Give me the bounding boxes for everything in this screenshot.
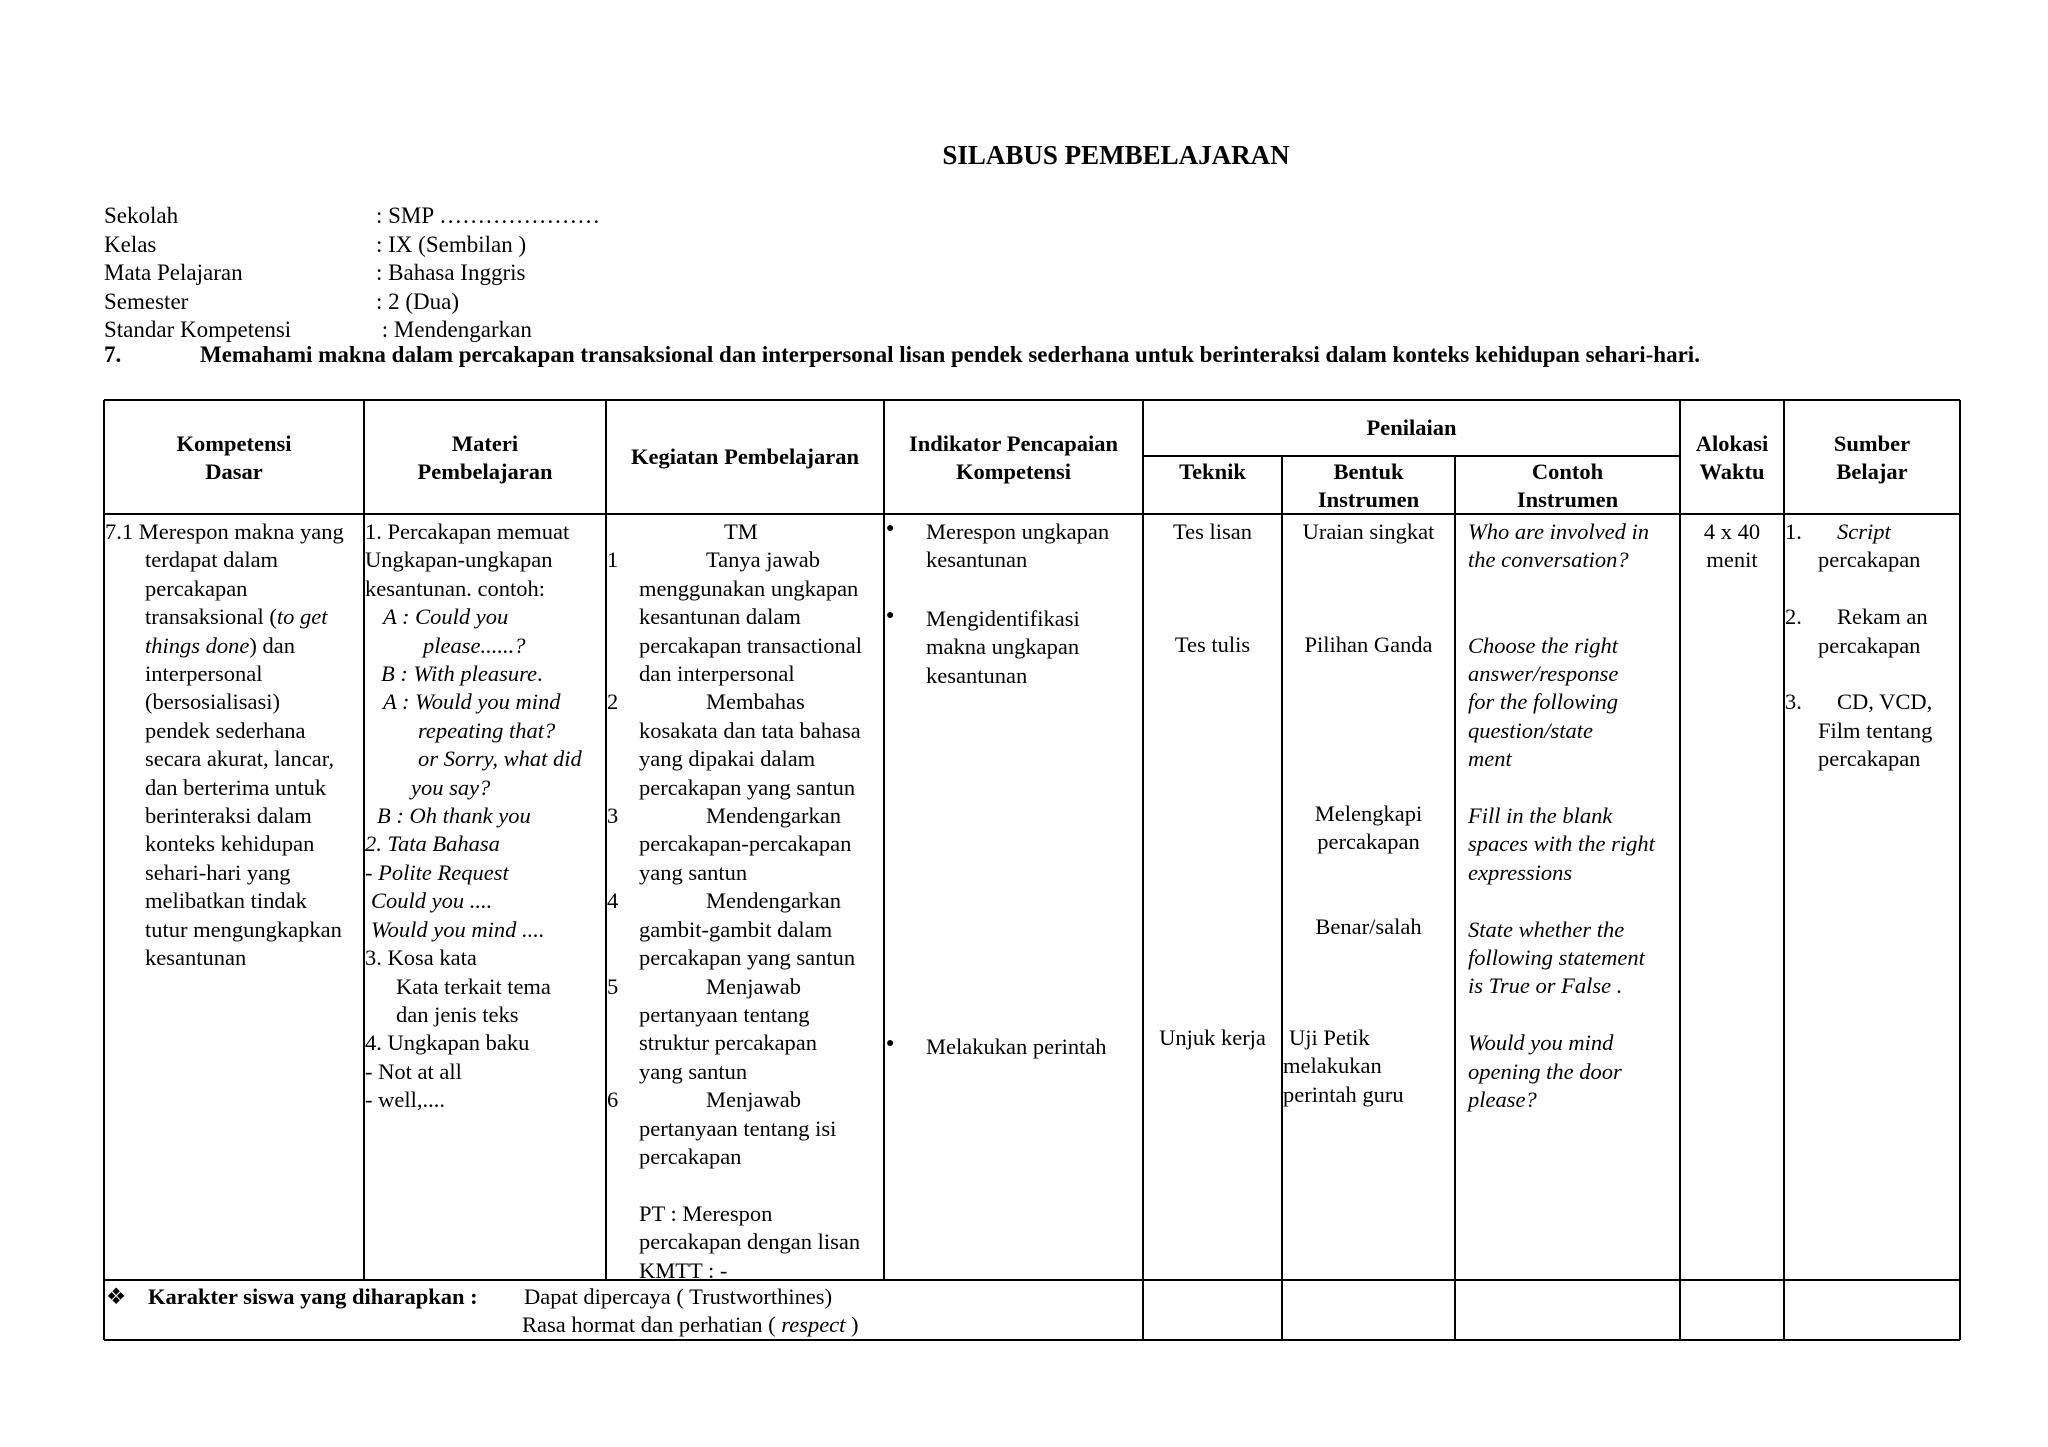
text-span-italic: A : Would you mind <box>383 689 561 715</box>
text-line: opening the door <box>1468 1058 1622 1084</box>
text-line <box>365 774 605 802</box>
text-line: kesantunan <box>926 662 1028 688</box>
contoh-cell <box>1468 518 1678 1114</box>
text-span: ) <box>845 1312 859 1337</box>
blank-line <box>1468 887 1678 915</box>
text-line: 1. Percakapan memuat <box>365 519 570 544</box>
header-line: Waktu <box>1699 459 1765 485</box>
text-line: answer/response <box>1468 661 1619 686</box>
header-kegiatan: Kegiatan Pembelajaran <box>630 444 860 469</box>
text-span: Rekam an <box>1837 604 1928 630</box>
bentuk-item <box>1282 800 1455 857</box>
text-line: percakapan <box>639 1143 742 1169</box>
blank-line <box>1468 575 1678 603</box>
text-line: is True or False . <box>1468 973 1623 999</box>
text-line: 3. Kosa kata <box>365 945 477 971</box>
text-span-italic: - Polite Request <box>365 859 509 885</box>
activity-number: 1 <box>607 547 619 573</box>
text-line: Film tentang <box>1818 717 1933 743</box>
text-span-italic: Would you mind .... <box>371 916 545 942</box>
karakter-line-2 <box>522 1311 859 1339</box>
meta-label: Kelas <box>104 231 157 257</box>
text-line: percakapan dengan lisan <box>639 1229 861 1255</box>
header-line: Dasar <box>205 459 263 485</box>
text-line: interpersonal <box>145 661 263 687</box>
text-span-italic: B : With pleasure <box>381 661 538 687</box>
activity-number: 4 <box>607 888 619 914</box>
text-line <box>365 603 605 631</box>
meta-label: Sekolah <box>104 203 179 228</box>
indikator-item <box>926 605 1141 690</box>
bullet-icon: ● <box>886 521 895 536</box>
text-line: KMTT : - <box>639 1257 728 1283</box>
header-alokasi <box>1680 430 1784 487</box>
bentuk-item: Pilihan Ganda <box>1304 632 1433 657</box>
text-span-italic: repeating that? <box>418 717 556 743</box>
text-line: spaces with the right <box>1468 831 1655 857</box>
text-line: Would you mind <box>1468 1030 1614 1056</box>
text-line: ment <box>1468 746 1512 772</box>
text-line: kesantunan <box>145 945 247 971</box>
text-line: expressions <box>1468 859 1573 885</box>
text-line: dan berterima untuk <box>145 774 327 800</box>
text-line: berinteraksi dalam <box>145 803 312 829</box>
text-line <box>105 632 363 660</box>
header-kompetensi-dasar <box>104 430 364 487</box>
text-line <box>1785 518 1959 546</box>
text-line: 4. Ungkapan baku <box>365 1030 530 1056</box>
text-line: Melakukan perintah <box>926 1034 1107 1059</box>
text-line: following statement <box>1468 945 1645 971</box>
header-contoh <box>1455 458 1680 515</box>
text-span: Rasa hormat dan perhatian ( <box>522 1312 782 1337</box>
text-line: for the following <box>1468 689 1619 715</box>
text-line: please? <box>1468 1087 1537 1113</box>
text-span: Tanya jawab <box>706 547 820 573</box>
standard-number: 7. <box>104 342 122 367</box>
header-line: Belajar <box>1836 459 1908 485</box>
text-line: Melengkapi <box>1314 801 1423 826</box>
standard-text: Memahami makna dalam percakapan transaksional dan interpersonal lisan pendek sederhana untuk berinteraksi dalam konteks kehidupan sehari-hari. <box>200 342 1700 367</box>
text-span: dan <box>256 632 295 658</box>
meta-label: Mata Pelajaran <box>104 260 243 286</box>
text-span: Mendengarkan <box>706 888 841 914</box>
header-line: Kompetensi <box>956 459 1071 485</box>
meta-label: Standar Kompetensi <box>104 317 292 343</box>
text-line <box>365 859 605 887</box>
header-line: Instrumen <box>1317 487 1420 513</box>
text-span: Mendengarkan <box>706 803 841 829</box>
text-line: kosakata dan tata bahasa <box>639 717 861 743</box>
text-line: - Not at all <box>365 1058 462 1084</box>
text-line: makna ungkapan <box>926 634 1080 660</box>
header-line: Bentuk <box>1333 459 1404 484</box>
meta-value: : 2 (Dua) <box>376 288 460 314</box>
text-line: secara akurat, lancar, <box>145 746 334 772</box>
materi-cell <box>365 518 605 1115</box>
text-line <box>607 546 883 574</box>
text-line: kesantunan. contoh: <box>365 575 545 601</box>
header-line: Kompetensi <box>176 431 292 456</box>
text-line: menggunakan ungkapan <box>639 575 859 601</box>
header-line: Contoh <box>1531 459 1604 484</box>
bentuk-item: Benar/salah <box>1315 914 1422 939</box>
text-span-italic: B : Oh thank you <box>377 803 531 829</box>
text-line: 7.1 Merespon makna yang <box>105 519 344 544</box>
blank-line <box>1785 575 1959 603</box>
kompetensi-dasar-cell <box>105 518 363 973</box>
text-line: dan jenis teks <box>396 1001 519 1027</box>
header-line: Instrumen <box>1516 487 1619 513</box>
text-line: percakapan <box>1818 632 1921 658</box>
header-teknik: Teknik <box>1179 459 1246 484</box>
bentuk-item: Uraian singkat <box>1302 519 1435 544</box>
bullet-icon: ● <box>886 1036 895 1051</box>
meta-value: : Mendengarkan <box>376 317 532 343</box>
kegiatan-cell <box>607 518 883 1285</box>
diamond-bullet-icon: ❖ <box>106 1284 127 1309</box>
header-indikator <box>884 430 1143 487</box>
header-line: Materi <box>451 431 519 456</box>
header-materi <box>364 430 606 487</box>
text-span: ) <box>249 632 257 658</box>
bentuk-item <box>1283 1024 1454 1109</box>
teknik-item: Tes lisan <box>1172 519 1253 544</box>
text-line: TM <box>724 519 758 544</box>
karakter-label: Karakter siswa yang diharapkan : <box>148 1284 478 1309</box>
source-number: 1. <box>1785 519 1802 544</box>
text-line <box>365 632 605 660</box>
text-line: perintah guru <box>1283 1081 1404 1107</box>
text-span: Menjawab <box>706 1087 801 1113</box>
text-line: PT : Merespon <box>639 1200 773 1226</box>
activity-number: 5 <box>607 973 619 999</box>
text-line: pertanyaan tentang <box>639 1001 810 1027</box>
text-span-italic: 2. Tata Bahasa <box>365 831 500 857</box>
meta-value: : IX (Sembilan ) <box>376 231 527 257</box>
text-span-italic: to get <box>276 604 328 630</box>
text-line: percakapan <box>1818 746 1921 772</box>
text-line: menit <box>1706 547 1758 573</box>
text-span-italic: A : Could you <box>383 604 509 630</box>
header-penilaian: Penilaian <box>1366 415 1457 440</box>
text-line: terdapat dalam <box>145 547 279 573</box>
activity-number: 3 <box>607 803 619 829</box>
text-line: yang santun <box>639 859 748 885</box>
text-span: CD, VCD, <box>1837 689 1933 715</box>
text-line: kesantunan dalam <box>639 604 801 630</box>
text-line: yang santun <box>639 1058 748 1084</box>
text-line <box>1785 688 1959 716</box>
text-line: yang dipakai dalam <box>639 746 816 772</box>
text-line: Who are involved in <box>1468 519 1649 544</box>
document-title: SILABUS PEMBELAJARAN <box>942 140 1290 170</box>
text-line: gambit-gambit dalam <box>639 916 833 942</box>
activity-number: 6 <box>607 1087 619 1113</box>
header-line: Alokasi <box>1695 431 1769 456</box>
teknik-item: Tes tulis <box>1174 632 1251 657</box>
text-line: Fill in the blank <box>1468 803 1613 829</box>
text-line <box>365 887 605 915</box>
blank-line <box>1468 603 1678 631</box>
source-number: 3. <box>1785 689 1802 715</box>
meta-label: Semester <box>104 288 189 314</box>
karakter-line-1: Dapat dipercaya ( Trustworthines) <box>524 1284 833 1309</box>
text-line: percakapan yang santun <box>639 774 856 800</box>
text-line <box>607 887 883 915</box>
text-span-italic: please......? <box>423 632 526 658</box>
teknik-item: Unjuk kerja <box>1159 1025 1266 1050</box>
text-line: State whether the <box>1468 916 1625 942</box>
text-line: 4 x 40 <box>1703 519 1761 544</box>
text-line <box>607 802 883 830</box>
activity-number: 2 <box>607 689 619 715</box>
header-sumber <box>1784 430 1960 487</box>
text-line <box>607 1086 883 1114</box>
text-line <box>365 660 605 688</box>
alokasi-cell <box>1680 518 1784 575</box>
text-line <box>365 717 605 745</box>
header-line: Pembelajaran <box>417 459 553 485</box>
text-line: melibatkan tindak <box>145 888 307 914</box>
text-line: konteks kehidupan <box>145 831 315 857</box>
text-line: percakapan transactional <box>639 632 863 658</box>
text-line: Mengidentifikasi <box>926 606 1080 631</box>
source-number: 2. <box>1785 604 1802 630</box>
text-line: (bersosialisasi) <box>145 689 280 715</box>
text-span-italic: Script <box>1837 519 1891 544</box>
text-span: transaksional ( <box>145 604 277 630</box>
text-line: percakapan <box>1317 829 1420 855</box>
blank-line <box>1785 660 1959 688</box>
text-span: . <box>537 661 543 687</box>
text-line <box>365 688 605 716</box>
blank-line <box>607 1171 883 1199</box>
header-bentuk <box>1282 458 1455 515</box>
text-span-italic: respect <box>781 1312 846 1337</box>
meta-value: : SMP ………………… <box>376 203 601 228</box>
text-line: tutur mengungkapkan <box>145 916 342 942</box>
bullet-icon: ● <box>886 608 895 623</box>
header-line: Indikator Pencapaian <box>908 431 1118 456</box>
text-line: Ungkapan-ungkapan <box>365 547 553 573</box>
text-line: Uji Petik <box>1289 1025 1370 1050</box>
meta-value: : Bahasa Inggris <box>376 260 526 286</box>
text-line: pertanyaan tentang isi <box>639 1115 837 1141</box>
text-span: Menjawab <box>706 973 801 999</box>
text-line: percakapan <box>145 575 248 601</box>
indikator-item <box>926 1033 1141 1061</box>
text-line: kesantunan <box>926 547 1028 573</box>
text-line: pendek sederhana <box>145 717 306 743</box>
text-line: melakukan <box>1283 1053 1382 1079</box>
text-line: struktur percakapan <box>639 1030 818 1056</box>
text-line <box>607 973 883 1001</box>
header-line: Sumber <box>1833 431 1911 456</box>
text-line: Kata terkait tema <box>396 973 551 999</box>
text-line <box>365 745 605 773</box>
text-span-italic: things done <box>145 632 250 658</box>
text-line <box>607 688 883 716</box>
blank-line <box>1468 1001 1678 1029</box>
text-span: Membahas <box>706 689 805 715</box>
sumber-cell <box>1785 518 1959 774</box>
text-line <box>105 603 363 631</box>
text-line: Choose the right <box>1468 632 1618 658</box>
text-line: question/state <box>1468 717 1593 743</box>
blank-line <box>1468 774 1678 802</box>
text-line: Merespon ungkapan <box>926 519 1110 544</box>
text-span-italic: you say? <box>411 774 491 800</box>
text-line: percakapan yang santun <box>639 945 856 971</box>
text-line <box>365 802 605 830</box>
text-line: dan interpersonal <box>639 661 795 687</box>
text-line: sehari-hari yang <box>145 859 291 885</box>
text-line: percakapan-percakapan <box>639 831 852 857</box>
text-line: percakapan <box>1818 547 1921 573</box>
text-line <box>365 830 605 858</box>
text-line <box>1785 603 1959 631</box>
text-line: the conversation? <box>1468 547 1629 573</box>
text-span-italic: Could you .... <box>371 888 493 914</box>
text-line <box>365 916 605 944</box>
indikator-item <box>926 518 1141 575</box>
text-span-italic: or Sorry, what did <box>418 746 582 772</box>
text-line: - well,.... <box>365 1087 445 1113</box>
